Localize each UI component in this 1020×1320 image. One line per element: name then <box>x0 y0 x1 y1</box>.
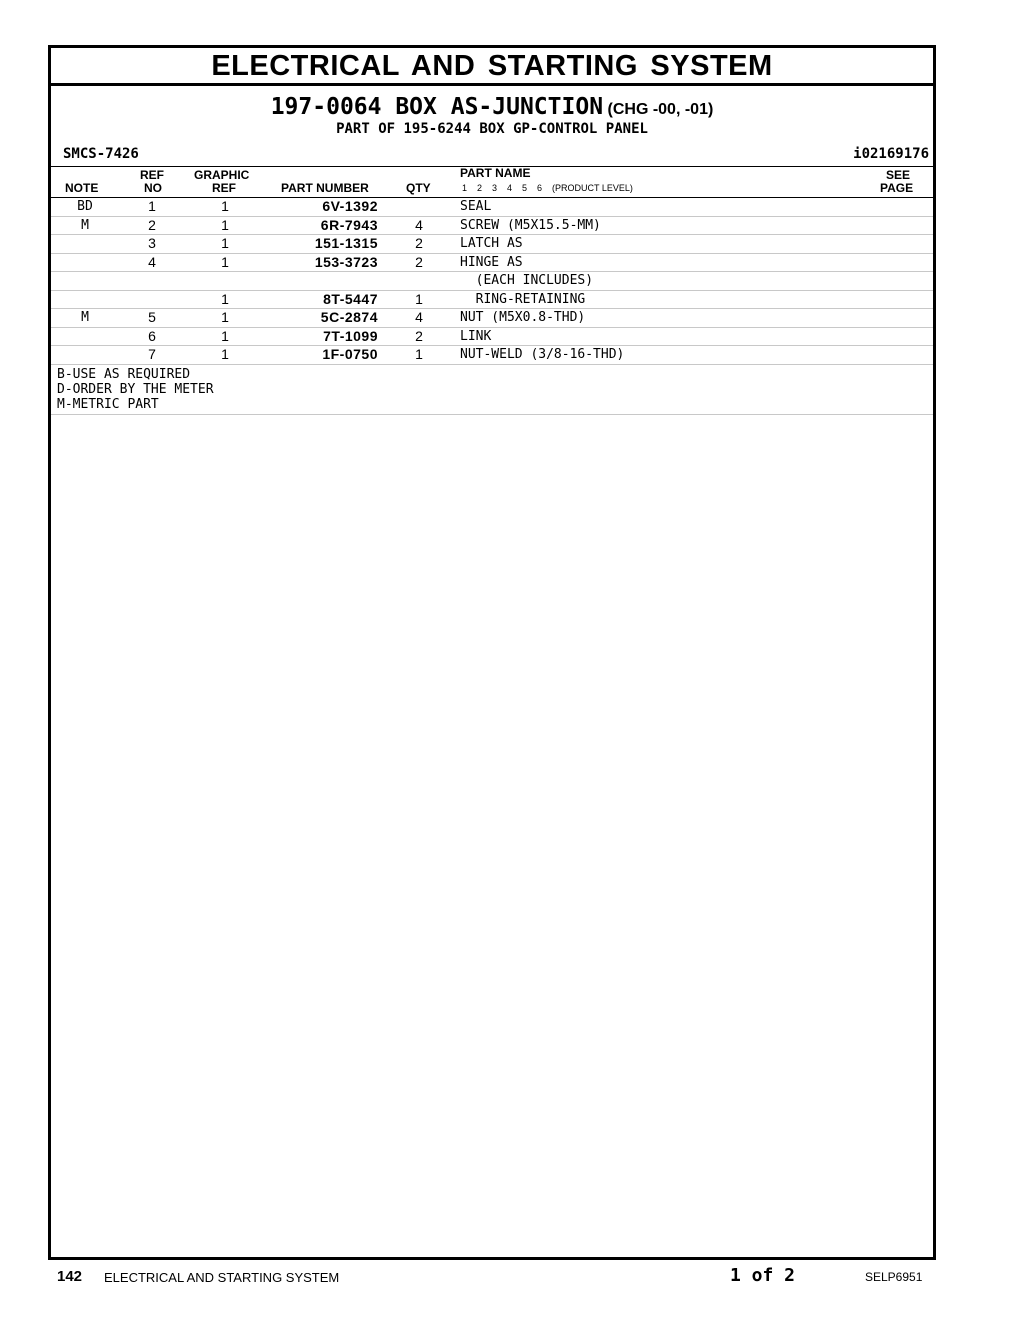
table-row <box>51 254 933 273</box>
ref-no-cell: 4 <box>148 253 156 270</box>
part-number-cell: 151-1315 <box>314 235 378 251</box>
note-line: M-METRIC PART <box>57 396 159 412</box>
col-product-level: 1 2 3 4 5 6 (PRODUCT LEVEL) <box>462 183 633 193</box>
graphic-ref-cell: 1 <box>221 198 229 214</box>
table-row <box>51 328 933 347</box>
note-cell: M <box>81 217 89 233</box>
table-row <box>51 346 933 365</box>
parts-table <box>51 198 933 365</box>
qty-cell: 1 <box>415 346 423 362</box>
col-graphic: GRAPHIC <box>194 168 250 182</box>
qty-cell: 1 <box>415 290 423 307</box>
doc-code: SELP6951 <box>865 1270 923 1284</box>
page-footer <box>0 1262 1020 1290</box>
part-number-cell: 7T-1099 <box>323 327 378 344</box>
col-page: PAGE <box>880 181 914 195</box>
part-name-cell: RING-RETAINING <box>460 291 586 307</box>
col-qty: QTY <box>406 181 431 195</box>
part-name-cell: SEAL <box>460 199 492 214</box>
col-ref: REF <box>140 168 164 182</box>
part-of-line: PART OF 195-6244 BOX GP-CONTROL PANEL <box>336 121 648 137</box>
part-number-cell: 153-3723 <box>314 253 378 270</box>
graphic-ref-cell: 1 <box>221 346 229 362</box>
part-number-cell: 6V-1392 <box>322 198 378 214</box>
ref-no-cell: 7 <box>148 346 156 362</box>
qty-cell: 2 <box>415 235 423 251</box>
change-level: (CHG -00, -01) <box>607 101 714 118</box>
note-cell: M <box>81 310 89 325</box>
col-part-number: PART NUMBER <box>281 181 369 195</box>
col-ref-no: NO <box>144 181 162 195</box>
ref-no-cell: 2 <box>148 216 156 233</box>
part-name-cell: NUT-WELD (3/8-16-THD) <box>460 347 625 362</box>
col-part-name: PART NAME <box>460 166 531 180</box>
part-name-cell: SCREW (M5X15.5-MM) <box>460 217 601 233</box>
col-graphic-ref: REF <box>212 181 236 195</box>
smcs-code: SMCS-7426 <box>63 146 139 162</box>
ref-no-cell: 5 <box>148 309 156 325</box>
ref-no-cell: 3 <box>148 235 156 251</box>
qty-cell: 4 <box>415 216 423 233</box>
part-name-cell: (EACH INCLUDES) <box>460 273 594 288</box>
part-number-cell: 1F-0750 <box>322 346 378 362</box>
table-row <box>51 309 933 328</box>
table-row <box>51 272 933 291</box>
note-line: D-ORDER BY THE METER <box>57 381 214 397</box>
part-name-cell: NUT (M5X0.8-THD) <box>460 310 586 325</box>
qty-cell: 2 <box>415 327 423 344</box>
page-of: 1 of 2 <box>730 1265 796 1286</box>
ref-no-cell: 1 <box>148 198 156 214</box>
col-see: SEE <box>886 168 911 182</box>
group-part-name: 197-0064 BOX AS-JUNCTION <box>270 94 604 120</box>
notes-block <box>51 365 933 415</box>
table-row <box>51 235 933 254</box>
qty-cell: 4 <box>415 309 423 325</box>
col-note: NOTE <box>65 181 99 195</box>
part-number-cell: 6R-7943 <box>320 216 378 233</box>
qty-cell: 2 <box>415 253 423 270</box>
part-number-cell: 5C-2874 <box>320 309 378 325</box>
table-row <box>51 217 933 236</box>
page-frame <box>48 45 936 1260</box>
smcs-row <box>51 142 933 166</box>
table-row <box>51 291 933 310</box>
graphic-ref-cell: 1 <box>221 253 229 270</box>
part-number-cell: 8T-5447 <box>323 290 378 307</box>
note-line: B-USE AS REQUIRED <box>57 366 191 382</box>
part-name-cell: LATCH AS <box>460 236 523 251</box>
footer-section: ELECTRICAL AND STARTING SYSTEM <box>104 1270 340 1285</box>
part-name-cell: LINK <box>460 328 492 344</box>
graphic-ref-cell: 1 <box>221 327 229 344</box>
table-row <box>51 198 933 217</box>
illustration-id: i02169176 <box>853 146 929 162</box>
column-header <box>51 166 933 198</box>
graphic-ref-cell: 1 <box>221 290 229 307</box>
section-title: ELECTRICAL AND STARTING SYSTEM <box>51 48 933 86</box>
part-name-cell: HINGE AS <box>460 254 523 270</box>
graphic-ref-cell: 1 <box>221 309 229 325</box>
graphic-ref-cell: 1 <box>221 216 229 233</box>
note-cell: BD <box>77 199 93 214</box>
group-title <box>51 94 933 120</box>
ref-no-cell: 6 <box>148 327 156 344</box>
graphic-ref-cell: 1 <box>221 235 229 251</box>
page-number: 142 <box>57 1268 83 1285</box>
